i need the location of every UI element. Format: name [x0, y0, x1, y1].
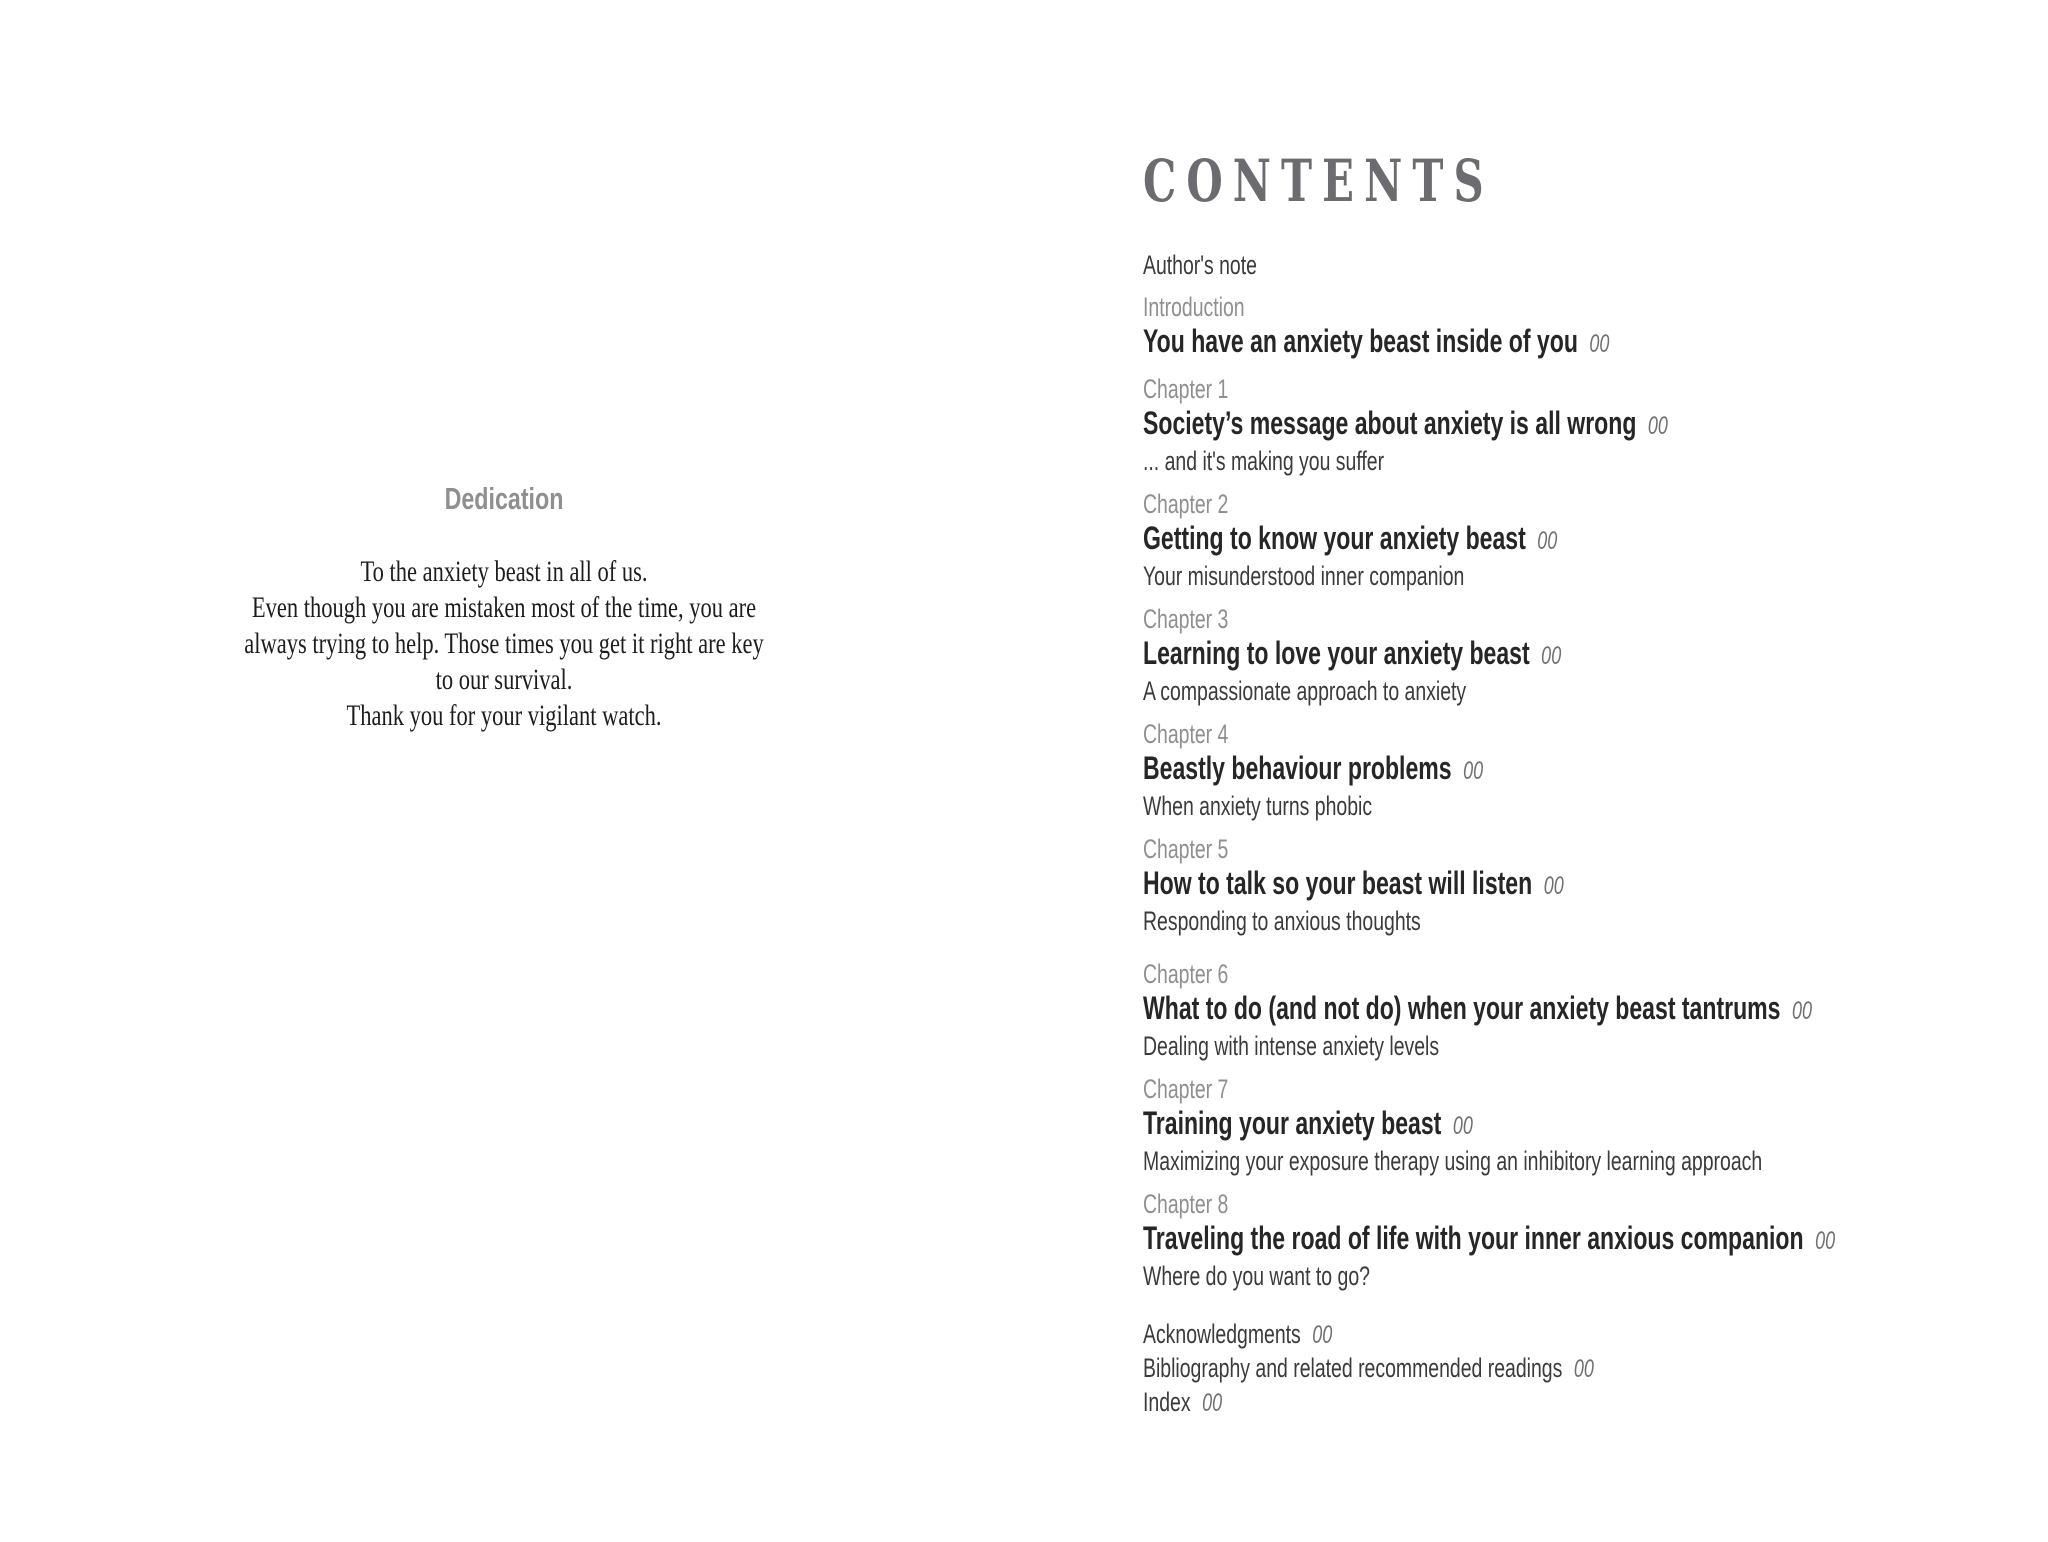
dedication-heading: Dedication [444, 481, 564, 516]
back-matter-title: Acknowledgments [1143, 1319, 1301, 1349]
toc-entry-chapter-label: Chapter 7 [1143, 1074, 1229, 1104]
back-matter-page-number: 00 [1573, 1355, 1594, 1383]
toc-entry-subtitle: A compassionate approach to anxiety [1143, 676, 1467, 706]
toc-entry-subtitle: Dealing with intense anxiety levels [1143, 1031, 1440, 1061]
back-matter-page-number: 00 [1202, 1389, 1223, 1417]
back-matter-row [1143, 1352, 2007, 1386]
toc-entry-chapter-label: Chapter 6 [1143, 959, 1229, 989]
back-matter-title: Index [1143, 1387, 1191, 1417]
toc-entry-subtitle: When anxiety turns phobic [1143, 791, 1373, 821]
toc-entry [1143, 292, 2007, 362]
back-matter-page-number: 00 [1312, 1321, 1333, 1349]
toc-entry-title-row [1143, 1105, 2007, 1144]
toc-entry-chapter-label: Chapter 4 [1143, 719, 1229, 749]
toc-entry-title: Beastly behaviour problems [1143, 750, 1452, 786]
toc-entry-title-row [1143, 405, 2007, 444]
contents-title: CONTENTS [1143, 147, 1494, 215]
toc-entry [1143, 834, 2007, 937]
toc-entry-chapter-label: Chapter 2 [1143, 489, 1229, 519]
toc-entry-page-number: 00 [1463, 757, 1484, 785]
toc-entry-title-row [1143, 990, 2007, 1029]
toc-entry [1143, 959, 2007, 1062]
back-matter [1143, 1318, 2007, 1420]
toc-entry-title-row [1143, 865, 2007, 904]
toc-entry-subtitle: Your misunderstood inner companion [1143, 561, 1465, 591]
toc-entry-page-number: 00 [1543, 872, 1564, 900]
toc-entry-chapter-label: Chapter 1 [1143, 374, 1229, 404]
dedication-line: Thank you for your vigilant watch. [346, 699, 662, 732]
toc-entry-title: Getting to know your anxiety beast [1143, 520, 1526, 556]
toc-entry-subtitle: ... and it's making you suffer [1143, 446, 1385, 476]
toc-entry-chapter-label: Chapter 3 [1143, 604, 1229, 634]
back-matter-row [1143, 1318, 2007, 1352]
toc-entry [1143, 374, 2007, 477]
dedication-line: to our survival. [435, 663, 573, 696]
toc-entry-page-number: 00 [1589, 330, 1610, 358]
toc-entry-title-row [1143, 750, 2007, 789]
contents-page [1143, 147, 2007, 1420]
dedication-line: Even though you are mistaken most of the time, you are [251, 591, 757, 624]
toc-entry-page-number: 00 [1791, 997, 1813, 1025]
back-matter-title: Bibliography and related recommended readings [1143, 1353, 1563, 1383]
toc-entry-page-number: 00 [1537, 527, 1558, 555]
toc-entry-title-row [1143, 520, 2007, 559]
toc-entry-title: Society’s message about anxiety is all wrong [1143, 405, 1637, 441]
dedication-text [212, 554, 797, 734]
dedication-line: always trying to help. Those times you get it right are key [244, 627, 764, 660]
toc-entry-title-row [1143, 1220, 2007, 1259]
toc-entry [1143, 1189, 2007, 1292]
toc-entry-subtitle: Maximizing your exposure therapy using an inhibitory learning approach [1143, 1146, 1763, 1176]
toc-entry-title: You have an anxiety beast inside of you [1143, 323, 1578, 359]
toc-entries [1143, 292, 2007, 1292]
toc-entry-subtitle: Responding to anxious thoughts [1143, 906, 1421, 936]
toc-entry-page-number: 00 [1647, 412, 1668, 440]
back-matter-row [1143, 1386, 2007, 1420]
toc-entry-title: Traveling the road of life with your inner anxious companion [1143, 1220, 1804, 1256]
toc-entry [1143, 604, 2007, 707]
toc-entry-page-number: 00 [1452, 1112, 1473, 1140]
toc-entry-page-number: 00 [1541, 642, 1562, 670]
toc-entry-page-number: 00 [1815, 1227, 1836, 1255]
toc-entry-chapter-label: Chapter 8 [1143, 1189, 1229, 1219]
toc-entry-title-row [1143, 635, 2007, 674]
dedication-line: To the anxiety beast in all of us. [360, 555, 648, 588]
toc-entry-title: How to talk so your beast will listen [1143, 865, 1533, 901]
dedication-page [212, 482, 797, 734]
toc-entry-subtitle: Where do you want to go? [1143, 1261, 1370, 1291]
toc-entry-title: What to do (and not do) when your anxiety beast tantrums [1143, 990, 1781, 1026]
toc-entry [1143, 489, 2007, 592]
toc-entry-title-row [1143, 323, 2007, 362]
toc-entry-chapter-label: Chapter 5 [1143, 834, 1229, 864]
toc-entry [1143, 1074, 2007, 1177]
toc-entry-title: Training your anxiety beast [1143, 1105, 1442, 1141]
toc-entry-title: Learning to love your anxiety beast [1143, 635, 1530, 671]
toc-entry [1143, 719, 2007, 822]
toc-entry-chapter-label: Introduction [1143, 292, 1245, 322]
front-matter-authors-note: Author's note [1143, 250, 1257, 280]
